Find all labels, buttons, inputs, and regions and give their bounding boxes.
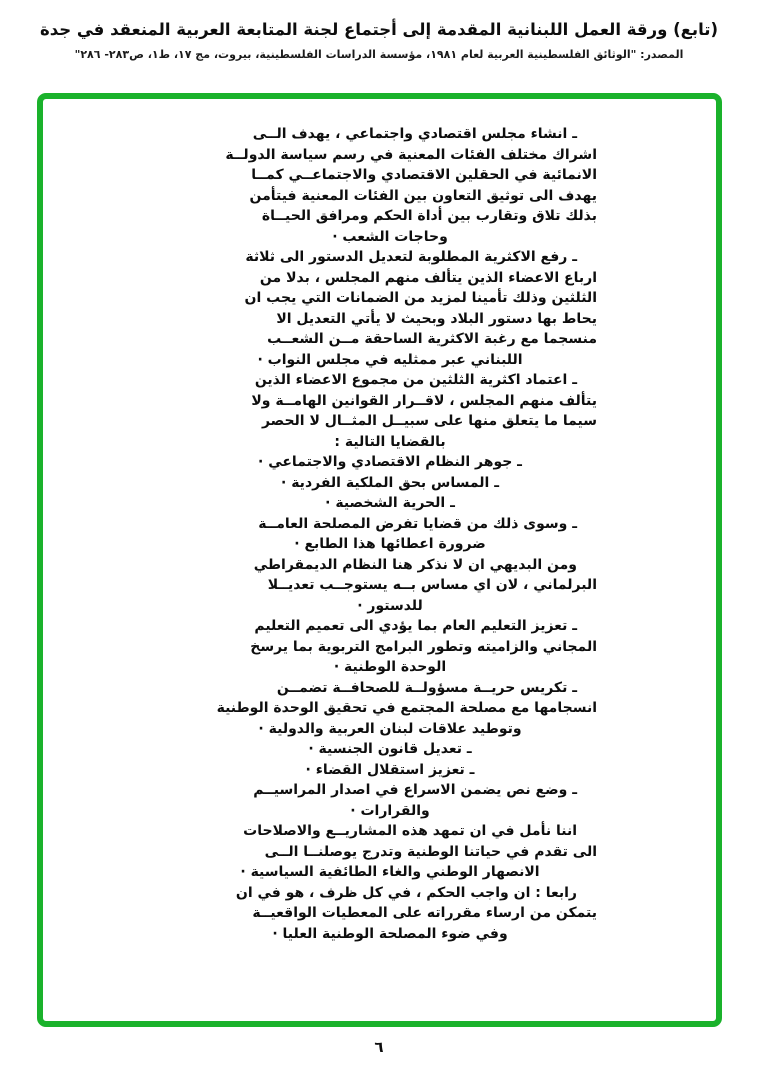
text-line: ارباع الاعضاء الذين يتألف منهم المجلس ، بدلا من xyxy=(259,269,597,286)
text-line: اللبناني عبر ممثليه في مجلس النواب · xyxy=(257,351,523,368)
text-line: بذلك تلاق وتقارب بين أداة الحكم ومرافق الحيــاة xyxy=(261,208,597,224)
text-line: وتوطيد علاقات لبنان العربية والدولية · xyxy=(258,720,522,737)
text-line: البرلماني ، لان اي مساس بــه يستوجــب تعديــلا xyxy=(267,577,597,593)
text-line: وفي ضوء المصلحة الوطنية العليا · xyxy=(272,925,508,942)
text-line: الوحدة الوطنية · xyxy=(333,659,447,675)
text-line: بالقضايا التالية : xyxy=(334,433,446,450)
text-line: ـ المساس بحق الملكية الفردية · xyxy=(281,474,499,491)
text-line: المجاني والزاميته وتطور البرامج التربوية بما يرسخ xyxy=(250,638,597,655)
document-header xyxy=(0,18,758,61)
text-line: يهدف الى توثيق التعاون بين الفئات المعنية فيتأمن xyxy=(249,187,597,204)
text-line: ـ تكريس حريــة مسؤولــة للصحافــة تضمــن xyxy=(276,679,577,696)
body-text xyxy=(183,124,597,944)
text-line: ـ انشاء مجلس اقتصادي واجتماعي ، يهدف الــى xyxy=(252,126,577,142)
text-line: ـ تعديل قانون الجنسية · xyxy=(308,741,472,757)
text-line: اننا نأمل في ان تمهد هذه المشاريــع والاصلاحات xyxy=(243,823,577,839)
text-line: ـ تعزيز التعليم العام بما يؤدي الى تعميم التعليم xyxy=(254,618,577,634)
text-line: اشراك مختلف الفئات المعنية في رسم سياسة الدولــة xyxy=(225,146,597,163)
text-line: الى تقدم في حياتنا الوطنية وتدرج يوصلنــا الــى xyxy=(264,843,597,860)
text-line: للدستور · xyxy=(357,597,423,614)
text-line: ـ جوهر النظام الاقتصادي والاجتماعي · xyxy=(258,454,522,470)
text-line: ـ وضع نص يضمن الاسراع في اصدار المراسيــم xyxy=(253,782,577,798)
text-line: والقرارات · xyxy=(350,802,430,819)
source-citation: المصدر: "الوثائق الفلسطينية العربية لعام ١٩٨١، مؤسسة الدراسات الفلسطينية، بيروت، مج ١٧، ط١، ص٢٨٣- ٢٨٦" xyxy=(74,48,684,61)
text-line: انسجامها مع مصلحة المجتمع في تحقيق الوحدة الوطنية xyxy=(216,700,597,716)
text-line: ـ الحرية الشخصية · xyxy=(325,495,455,511)
text-line: سيما ما يتعلق منها على سبيــل المثــال لا الحصر xyxy=(261,413,597,429)
text-line: الانمائية في الحقلين الاقتصادي والاجتماعــي كمــا xyxy=(251,167,597,183)
text-line: ـ وسوى ذلك من قضايا تفرض المصلحة العامــة xyxy=(258,515,577,532)
page-number: ٦ xyxy=(374,1038,384,1056)
text-line: ومن البديهي ان لا نذكر هنا النظام الديمقراطي xyxy=(253,556,577,573)
text-line: ضرورة اعطائها هذا الطابع · xyxy=(294,536,486,552)
text-line: يحاط بها دستور البلاد وبحيث لا يأتي التعديل الا xyxy=(276,310,597,327)
text-line: ـ رفع الاكثرية المطلوبة لتعديل الدستور الى ثلاثة xyxy=(245,249,577,265)
text-line: يتألف منهم المجلس ، لاقــرار القوانين الهامــة ولا xyxy=(251,392,597,409)
text-line: يتمكن من ارساء مقرراته على المعطيات الواقعيــة xyxy=(252,905,597,921)
text-line: رابعا : ان واجب الحكم ، في كل ظرف ، هو في ان xyxy=(235,884,577,901)
text-line: ـ اعتماد اكثرية الثلثين من مجموع الاعضاء الذين xyxy=(254,372,577,388)
text-line: الثلثين وذلك تأمينا لمزيد من الضمانات التي يجب ان xyxy=(244,290,597,306)
text-line: وحاجات الشعب · xyxy=(332,228,448,245)
text-line: منسجما مع رغبة الاكثرية الساحقة مــن الشعــب xyxy=(267,331,597,347)
page-title: (تابع) ورقة العمل اللبنانية المقدمة إلى أجتماع لجنة المتابعة العربية المنعقد في جدة xyxy=(39,20,719,39)
text-line: الانصهار الوطني والغاء الطائفية السياسية · xyxy=(240,864,540,880)
text-line: ـ تعزيز استقلال القضاء · xyxy=(305,761,475,778)
